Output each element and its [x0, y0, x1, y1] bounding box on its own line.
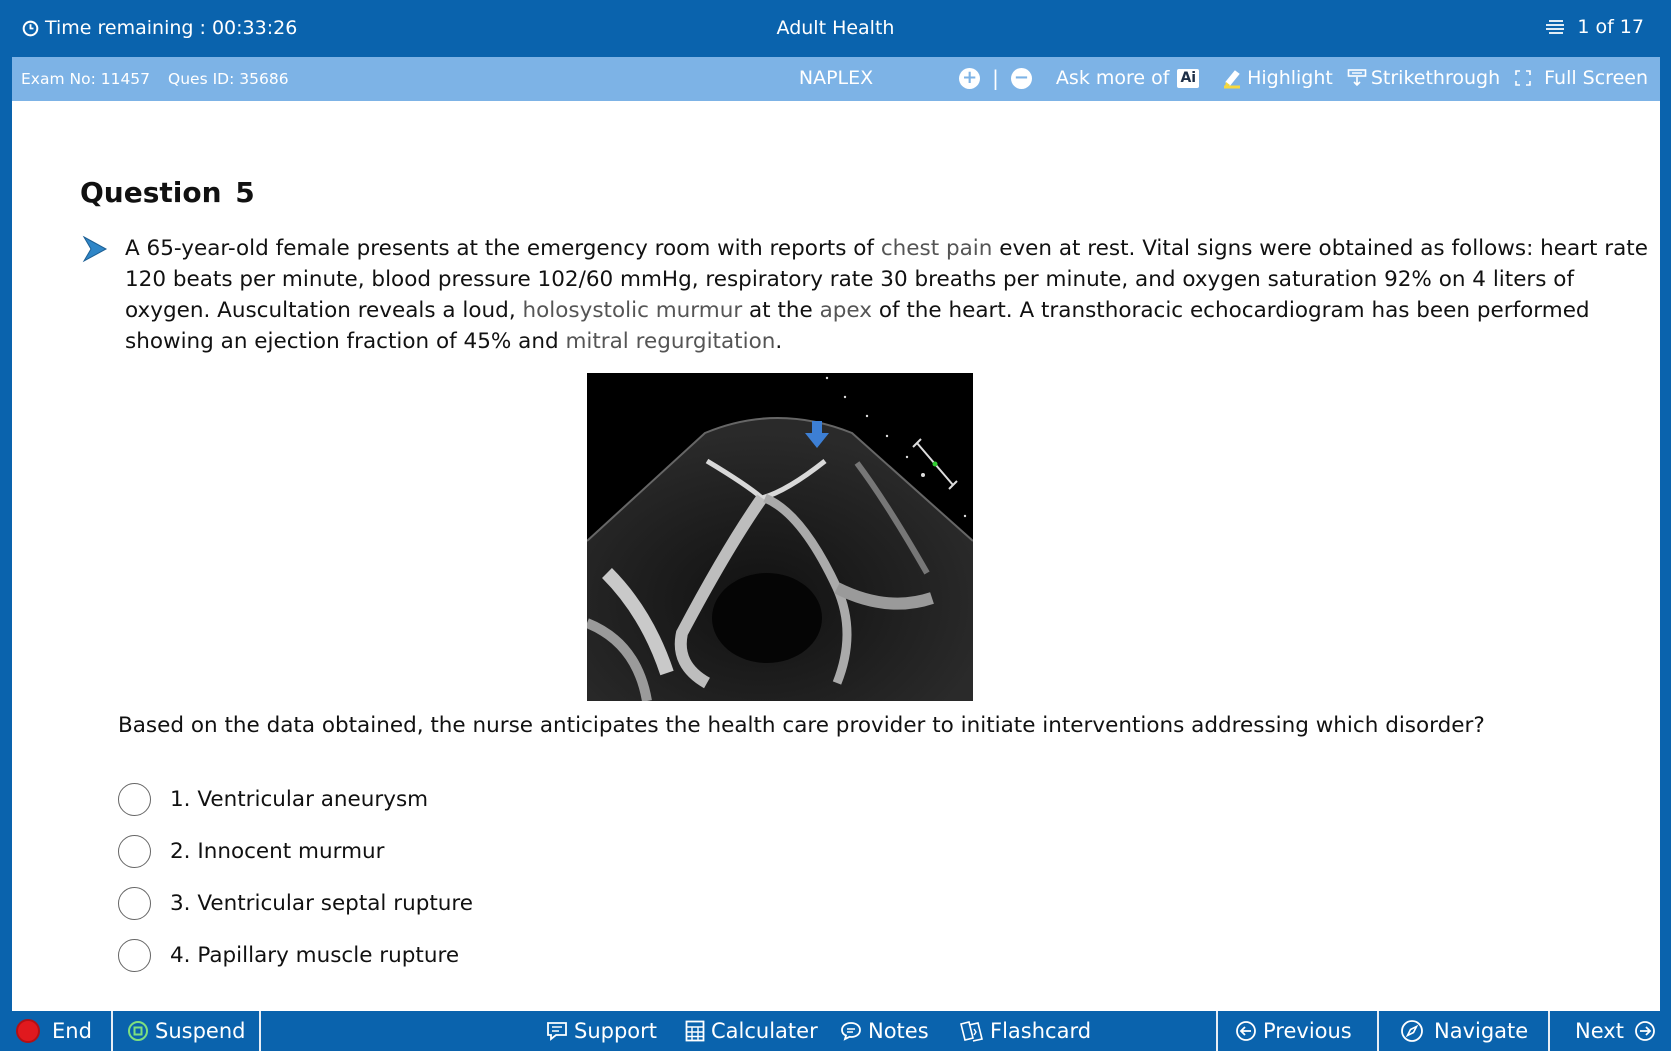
strikethrough-button[interactable]: [1347, 67, 1500, 89]
toolbar-separator: |: [992, 66, 999, 90]
answer-options: [118, 773, 473, 981]
ask-ai-label: Ask more of: [1055, 67, 1170, 89]
next-button[interactable]: [1575, 1011, 1656, 1051]
fullscreen-icon: [1514, 69, 1532, 87]
strikethrough-label: Strikethrough: [1370, 67, 1501, 89]
timer-label: Time remaining : 00:33:26: [45, 17, 298, 39]
radio-button[interactable]: [118, 887, 151, 920]
answer-label: 2. Innocent murmur: [170, 838, 385, 864]
question-counter[interactable]: [1545, 16, 1644, 38]
answer-label: 4. Papillary muscle rupture: [170, 942, 460, 968]
ask-ai-button[interactable]: [1056, 67, 1199, 89]
previous-label: Previous: [1263, 1019, 1352, 1043]
divider: [1548, 1011, 1550, 1051]
navigate-button[interactable]: [1400, 1011, 1528, 1051]
suspend-label: Suspend: [155, 1019, 246, 1043]
highlight-button[interactable]: [1221, 67, 1333, 89]
calculator-label: Calculater: [711, 1019, 818, 1043]
divider: [1377, 1011, 1379, 1051]
counter-label: 1 of 17: [1577, 16, 1644, 38]
navigate-label: Navigate: [1434, 1019, 1529, 1043]
suspend-button[interactable]: [127, 1011, 245, 1051]
exam-name: NAPLEX: [798, 67, 874, 89]
question-title: Question 5: [80, 176, 255, 209]
stem-term[interactable]: mitral regurgitation: [565, 329, 776, 354]
divider: [1216, 1011, 1218, 1051]
question-prompt: Based on the data obtained, the nurse anticipates the health care provider to initiate interventions addressing which disorder?: [118, 713, 1485, 738]
stem-term[interactable]: chest pain: [880, 236, 993, 261]
zoom-in-button[interactable]: +: [959, 68, 980, 89]
end-label: End: [52, 1019, 92, 1043]
calculator-button[interactable]: [685, 1011, 818, 1051]
flashcard-button[interactable]: [958, 1011, 1091, 1051]
radio-button[interactable]: [118, 939, 151, 972]
answer-label: 3. Ventricular septal rupture: [170, 890, 474, 916]
support-label: Support: [574, 1019, 658, 1043]
arrow-left-circle-icon: [1235, 1020, 1257, 1042]
answer-option-2[interactable]: [118, 825, 473, 877]
strikethrough-icon: [1347, 68, 1367, 88]
stem-term[interactable]: holosystolic murmur: [522, 298, 743, 323]
exam-number: Exam No: 11457: [21, 70, 151, 88]
speech-bubble-icon: [840, 1020, 862, 1042]
chat-support-icon: [546, 1020, 568, 1042]
stop-icon: [16, 1019, 40, 1043]
divider: [259, 1011, 261, 1051]
answer-option-4[interactable]: [118, 929, 473, 981]
highlight-label: Highlight: [1247, 67, 1333, 89]
zoom-out-button[interactable]: −: [1011, 68, 1032, 89]
answer-label: 1. Ventricular aneurysm: [170, 786, 429, 812]
radio-button[interactable]: [118, 783, 151, 816]
support-button[interactable]: [546, 1011, 657, 1051]
fullscreen-label: Full Screen: [1544, 67, 1648, 89]
top-bar: [0, 0, 1671, 57]
compass-icon: [1400, 1019, 1424, 1043]
answer-option-1[interactable]: [118, 773, 473, 825]
question-stem: [125, 233, 1650, 357]
flashcard-icon: [958, 1020, 984, 1042]
stem-text: at the: [742, 298, 820, 323]
answer-option-3[interactable]: [118, 877, 473, 929]
notes-label: Notes: [868, 1019, 929, 1043]
stem-text: .: [775, 329, 783, 354]
stem-text: A 65-year-old female presents at the emergency room with reports of: [125, 236, 881, 261]
section-title: Adult Health: [776, 17, 895, 39]
ai-icon: Ai: [1177, 69, 1199, 88]
question-id: Ques ID: 35686: [168, 70, 289, 88]
radio-button[interactable]: [118, 835, 151, 868]
timer: [22, 17, 297, 39]
stem-text: of the heart. A transthoracic echocardiogram has been performed showing an ejection fraction of 45% and: [125, 298, 1590, 354]
stem-term[interactable]: apex: [819, 298, 872, 323]
flashcard-label: Flashcard: [990, 1019, 1092, 1043]
fullscreen-button[interactable]: [1514, 67, 1648, 89]
arrow-right-circle-icon: [1634, 1020, 1656, 1042]
notes-button[interactable]: [840, 1011, 929, 1051]
clock-icon: [22, 20, 39, 37]
arrow-pointer-icon: [82, 235, 108, 263]
sub-bar: [12, 57, 1660, 101]
echocardiogram-image: [587, 373, 973, 701]
next-label: Next: [1575, 1019, 1624, 1043]
question-panel: [12, 101, 1660, 1011]
calculator-icon: [685, 1020, 705, 1042]
bottom-bar: [0, 1011, 1671, 1051]
stem-text: even at rest. Vital signs were obtained as follows: heart rate 120 beats per minute, blood pressure 102/60 mmHg, respiratory rate 30 breaths per minute, and oxygen saturation 92% on 4 liters of oxygen. Auscultation reveals a loud,: [125, 236, 1648, 323]
pause-icon: [127, 1020, 149, 1042]
list-icon: [1545, 19, 1565, 35]
previous-button[interactable]: [1235, 1011, 1352, 1051]
divider: [111, 1011, 113, 1051]
highlighter-icon: [1221, 67, 1243, 89]
end-button[interactable]: [16, 1011, 92, 1051]
